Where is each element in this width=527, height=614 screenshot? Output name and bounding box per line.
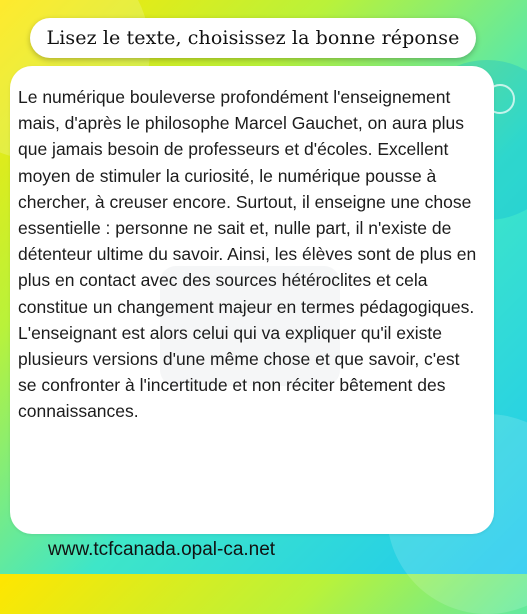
instruction-header [30, 18, 476, 58]
instruction-title: Lisez le texte, choisissez la bonne réponse [46, 27, 460, 49]
passage-card [10, 66, 494, 534]
website-link[interactable]: www.tcfcanada.opal-ca.net [48, 539, 276, 560]
reading-passage: Le numérique bouleverse profondément l'enseignement mais, d'après le philosophe Marcel Gauchet, on aura plus que jamais besoin de professeurs et d'écoles. Excellent moyen de stimuler la curiosité, le numérique pousse à chercher, à creuser encore. Surtout, il enseigne une chose essentielle : personne ne sait et, nulle part, il n'existe de détenteur ultime du savoir. Ainsi, les élèves sont de plus en plus en contact avec des sources hétéroclites et cela constitue un changement majeur en termes pédagogiques. L'enseignant est alors celui qui va expliquer qu'il existe plusieurs versions d'une même chose et que savoir, c'est se confronter à l'incertitude et non réciter bêtement des connaissances. [18, 87, 477, 422]
